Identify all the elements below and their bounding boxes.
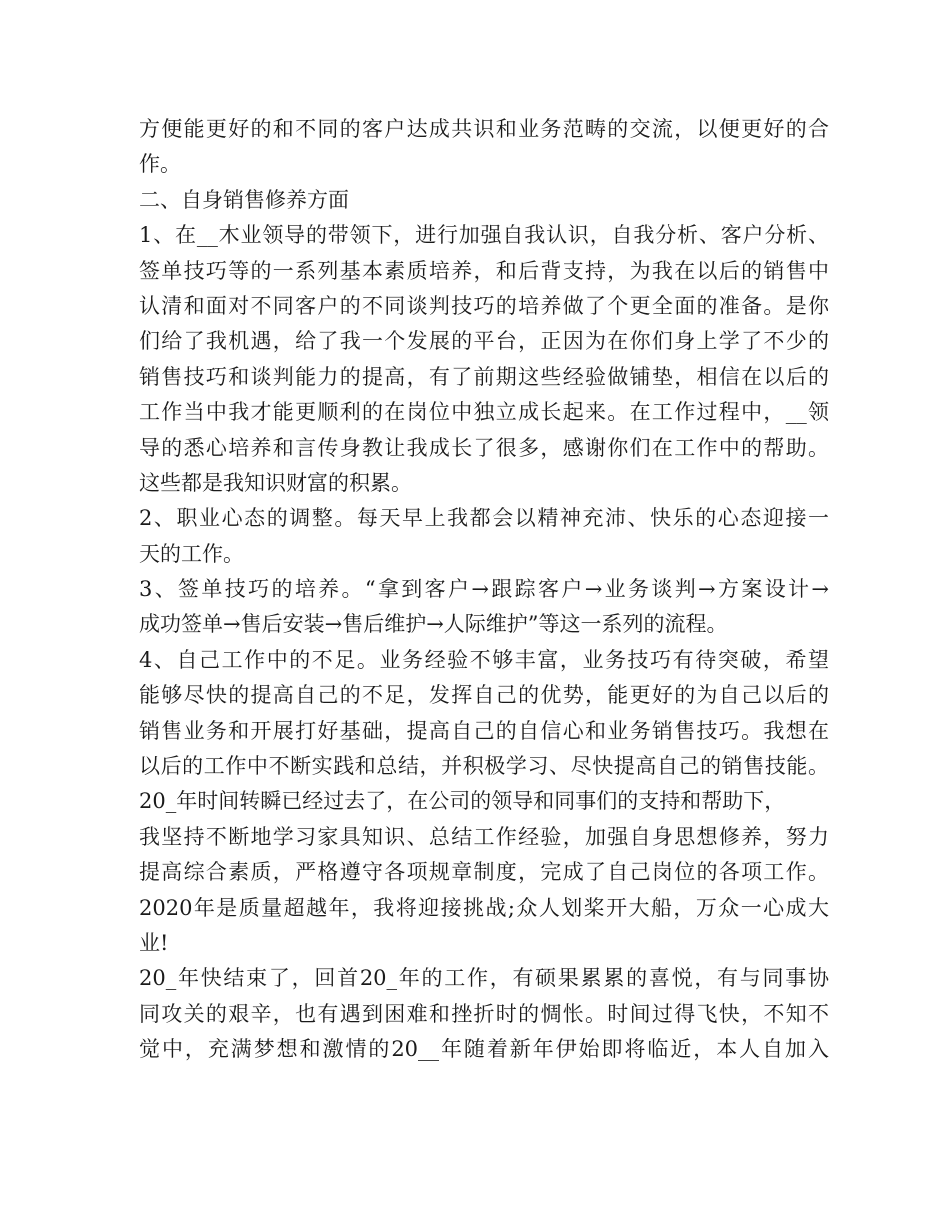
text-line: 2、职业心态的调整。每天早上我都会以精神充沛、快乐的心态迎接一 <box>139 506 829 531</box>
text-line: 3、签单技巧的培养。“拿到客户→跟踪客户→业务谈判→方案设计→ <box>139 577 829 602</box>
text-line: 这些都是我知识财富的积累。 <box>139 470 412 495</box>
text-line: 我坚持不断地学习家具知识、总结工作经验，加强自身思想修养，努力 <box>139 824 829 849</box>
text-line: 20_年时间转瞬已经过去了，在公司的领导和同事们的支持和帮助下， <box>139 789 786 814</box>
text-line: 能够尽快的提高自己的不足，发挥自己的优势，能更好的为自己以后的 <box>139 683 829 708</box>
text-line: 二、自身销售修养方面 <box>139 187 349 212</box>
text-line: 销售业务和开展打好基础，提高自己的自信心和业务销售技巧。我想在 <box>139 718 829 743</box>
text-line: 1、在__木业领导的带领下，进行加强自我认识，自我分析、客户分析、 <box>139 223 829 248</box>
text-line: 4、自己工作中的不足。业务经验不够丰富，业务技巧有待突破，希望 <box>139 647 829 672</box>
text-line: 天的工作。 <box>139 541 244 566</box>
text-line: 同攻关的艰辛，也有遇到困难和挫折时的惆怅。时间过得飞快，不知不 <box>139 1001 829 1026</box>
text-line: 2020年是质量超越年，我将迎接挑战;众人划桨开大船，万众一心成大 <box>139 895 829 920</box>
text-line: 作。 <box>139 152 181 177</box>
text-line: 导的悉心培养和言传身教让我成长了很多，感谢你们在工作中的帮助。 <box>139 435 829 460</box>
text-line: 成功签单→售后安装→售后维护→人际维护”等这一系列的流程。 <box>139 612 728 637</box>
text-line: 以后的工作中不断实践和总结，并积极学习、尽快提高自己的销售技能。 <box>139 754 829 779</box>
text-line: 工作当中我才能更顺利的在岗位中独立成长起来。在工作过程中，__领 <box>139 400 829 425</box>
text-line: 认清和面对不同客户的不同谈判技巧的培养做了个更全面的准备。是你 <box>139 293 829 318</box>
text-line: 销售技巧和谈判能力的提高，有了前期这些经验做铺垫，相信在以后的 <box>139 364 829 389</box>
text-line: 20_年快结束了，回首20_年的工作，有硕果累累的喜悦，有与同事协 <box>139 966 829 991</box>
document-body <box>139 112 829 1068</box>
text-line: 方便能更好的和不同的客户达成共识和业务范畴的交流，以便更好的合 <box>139 117 829 141</box>
text-line: 提高综合素质，严格遵守各项规章制度，完成了自己岗位的各项工作。 <box>139 860 829 885</box>
text-line: 们给了我机遇，给了我一个发展的平台，正因为在你们身上学了不少的 <box>139 329 829 354</box>
text-line: 觉中，充满梦想和激情的20__年随着新年伊始即将临近，本人自加入 <box>139 1037 829 1062</box>
text-line: 业! <box>139 930 169 955</box>
text-line: 签单技巧等的一系列基本素质培养，和后背支持，为我在以后的销售中 <box>139 258 829 283</box>
